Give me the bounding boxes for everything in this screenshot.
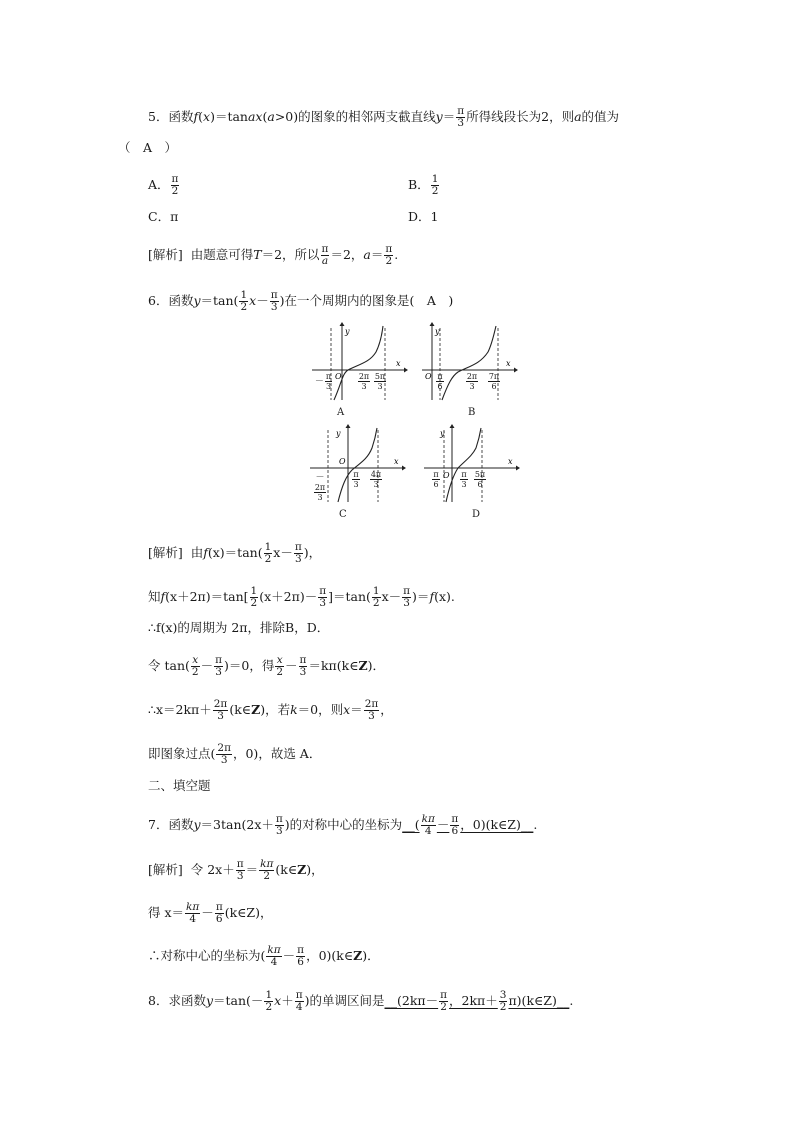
svg-text:y: y xyxy=(440,429,445,438)
svg-text:y: y xyxy=(336,429,341,438)
svg-text:x: x xyxy=(394,457,399,466)
q6-solution-line-4: 令 tan( $\frac{x}{2}$ － $\frac{\pi}{3}$ )＝0，得 $\frac{x}{2}$ － $\frac{\pi}{3}$ ＝kπ(k∈Z)． xyxy=(148,654,385,678)
graph-option-b: y x O $\frac{\pi}{6}$ $\frac{2\pi}{3}$ $\frac{7\pi}{6}$ xyxy=(418,322,518,402)
q6-solution-line-3: ∴f(x)的周期为 2π，排除B，D． xyxy=(148,620,330,635)
q5-option-b: B． $\frac{1}{2}$ xyxy=(408,173,439,197)
q6-solution-line-2: 知f(x＋2π)＝tan[ $\frac{1}{2}$ (x＋2π)－ $\frac{\pi}{3}$ ]＝tan( $\frac{1}{2}$ x－ $\frac{\pi}{3}$ )＝f(x). xyxy=(148,585,455,609)
svg-text:O: O xyxy=(425,372,432,381)
svg-text:y: y xyxy=(345,327,350,336)
q8-answer-blank: __(2kπ－ $\frac{\pi}{2}$ ，2kπ＋ $\frac{3}{2}$ π)(k∈Z)__ xyxy=(384,989,570,1013)
q5-option-a: A． $\frac{\pi}{2}$ xyxy=(148,173,179,197)
q6-solution-line-5: ∴x＝2kπ＋ $\frac{2\pi}{3}$ (k∈Z)，若k＝0，则x＝ $\frac{2\pi}{3}$ ， xyxy=(148,698,393,722)
q5-solution: [解析] 由题意可得T＝2，所以 $\frac{\pi}{a}$ ＝2，a＝ $\frac{\pi}{2}$ . xyxy=(148,243,399,267)
q5-option-c: C．π xyxy=(148,209,179,224)
tangent-graph-d xyxy=(420,424,520,504)
graph-b-label: B xyxy=(468,407,476,418)
q7-solution-line-2: 得 x＝ $\frac{k\pi}{4}$ － $\frac{\pi}{6}$ (k∈Z)， xyxy=(148,901,273,925)
section-heading: 二、填空题 xyxy=(148,778,211,793)
q8-stem: 8．求函数y＝tan(－ $\frac{1}{2}$ x＋ $\frac{\pi}{4}$ )的单调区间是__(2kπ－ $\frac{\pi}{2}$ ，2kπ＋ $\frac{3}{2}$ π)(k∈Z)__. xyxy=(148,989,574,1013)
svg-text:O: O xyxy=(443,471,450,480)
q7-solution-line-1: [解析] 令 2x＋ $\frac{\pi}{3}$ ＝ $\frac{k\pi}{2}$ (k∈Z)， xyxy=(148,858,324,882)
q7-answer-blank: __( $\frac{k\pi}{4}$ － $\frac{\pi}{6}$ ，0)(k∈Z)__ xyxy=(402,813,534,837)
fraction-pi-over-3: $\frac{\pi}{3}$ xyxy=(457,105,465,129)
q7-stem: 7．函数y＝3tan(2x＋ $\frac{\pi}{3}$ )的对称中心的坐标为__( $\frac{k\pi}{4}$ － $\frac{\pi}{6}$ ，0)(k∈Z)__. xyxy=(148,813,538,837)
svg-text:O: O xyxy=(335,372,342,381)
graph-option-c: y x O － $\frac{2\pi}{3}$ $\frac{\pi}{3}$ $\frac{4\pi}{3}$ xyxy=(306,424,406,504)
svg-text:x: x xyxy=(506,359,511,368)
graph-option-d: y x O $\frac{\pi}{6}$ $\frac{\pi}{3}$ $\frac{5\pi}{6}$ xyxy=(420,424,520,504)
q5-option-d: D．1 xyxy=(408,209,439,224)
q5-stem: 5．函数f(x)＝tanax(a>0)的图象的相邻两支截直线y＝ $\frac{\pi}{3}$ 所得线段长为2，则a的值为 xyxy=(148,105,620,129)
graph-c-label: C xyxy=(339,509,347,520)
graph-a-label: A xyxy=(337,407,345,418)
q6-solution-line-6: 即图象过点( $\frac{2\pi}{3}$ ，0)，故选 A． xyxy=(148,742,322,766)
svg-text:O: O xyxy=(339,457,346,466)
q6-solution-line-1: [解析] 由f(x)＝tan( $\frac{1}{2}$ x－ $\frac{\pi}{3}$ )， xyxy=(148,541,322,565)
svg-text:x: x xyxy=(396,359,401,368)
graph-option-a: y x O － $\frac{\pi}{3}$ $\frac{2\pi}{3}$ $\frac{5\pi}{3}$ xyxy=(308,322,408,402)
q6-stem: 6．函数y＝tan( $\frac{1}{2}$ x－ $\frac{\pi}{3}$ )在一个周期内的图象是( A ) xyxy=(148,289,454,313)
svg-text:y: y xyxy=(435,327,440,336)
graph-d-label: D xyxy=(472,509,481,520)
q7-solution-line-3: ∴对称中心的坐标为( $\frac{k\pi}{4}$ － $\frac{\pi}{6}$ ，0)(k∈Z)． xyxy=(148,944,380,968)
q5-answer: （ A ） xyxy=(118,140,178,155)
svg-text:x: x xyxy=(508,457,513,466)
